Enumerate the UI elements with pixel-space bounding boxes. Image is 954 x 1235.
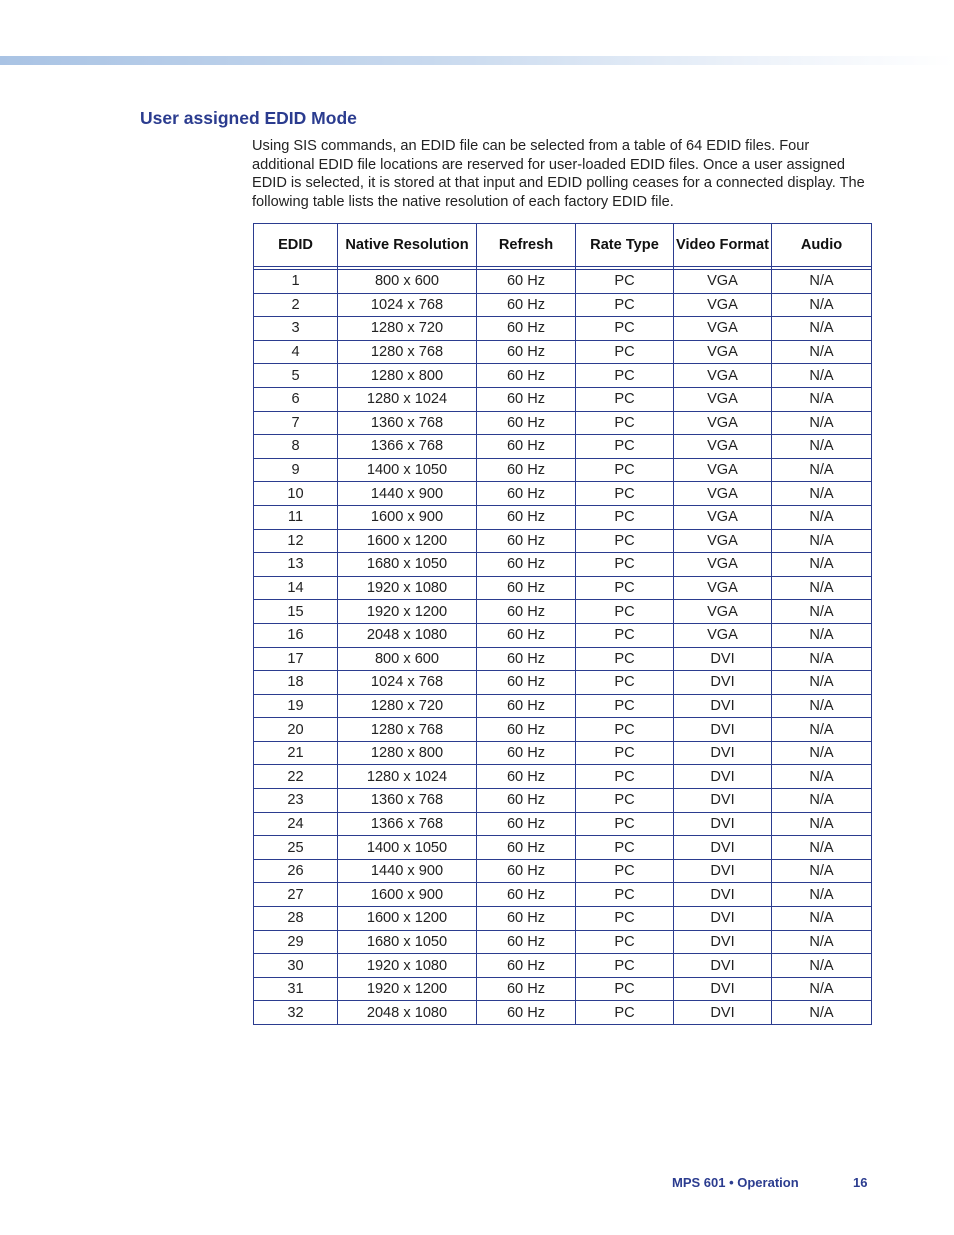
cell-native-resolution: 1280 x 800 <box>338 364 477 388</box>
cell-rate-type: PC <box>576 340 674 364</box>
cell-rate-type: PC <box>576 529 674 553</box>
cell-rate-type: PC <box>576 576 674 600</box>
cell-native-resolution: 1920 x 1080 <box>338 954 477 978</box>
cell-refresh: 60 Hz <box>477 623 576 647</box>
cell-edid: 19 <box>254 694 338 718</box>
cell-edid: 4 <box>254 340 338 364</box>
cell-native-resolution: 1280 x 1024 <box>338 387 477 411</box>
cell-audio: N/A <box>772 765 872 789</box>
cell-rate-type: PC <box>576 553 674 577</box>
cell-rate-type: PC <box>576 718 674 742</box>
table-row <box>254 482 872 506</box>
cell-native-resolution: 1280 x 1024 <box>338 765 477 789</box>
cell-video-format: VGA <box>674 505 772 529</box>
table-row <box>254 317 872 341</box>
cell-audio: N/A <box>772 553 872 577</box>
table-row <box>254 458 872 482</box>
cell-native-resolution: 1366 x 768 <box>338 435 477 459</box>
cell-audio: N/A <box>772 883 872 907</box>
cell-video-format: DVI <box>674 954 772 978</box>
cell-refresh: 60 Hz <box>477 387 576 411</box>
cell-audio: N/A <box>772 930 872 954</box>
cell-edid: 12 <box>254 529 338 553</box>
cell-edid: 9 <box>254 458 338 482</box>
cell-native-resolution: 2048 x 1080 <box>338 623 477 647</box>
cell-video-format: VGA <box>674 529 772 553</box>
cell-native-resolution: 1600 x 1200 <box>338 907 477 931</box>
cell-video-format: VGA <box>674 317 772 341</box>
cell-video-format: VGA <box>674 600 772 624</box>
cell-video-format: VGA <box>674 435 772 459</box>
cell-audio: N/A <box>772 836 872 860</box>
cell-rate-type: PC <box>576 741 674 765</box>
cell-audio: N/A <box>772 458 872 482</box>
cell-audio: N/A <box>772 623 872 647</box>
cell-rate-type: PC <box>576 883 674 907</box>
cell-rate-type: PC <box>576 270 674 294</box>
table-row <box>254 364 872 388</box>
cell-native-resolution: 1024 x 768 <box>338 293 477 317</box>
cell-refresh: 60 Hz <box>477 600 576 624</box>
table-row <box>254 529 872 553</box>
cell-video-format: DVI <box>674 765 772 789</box>
cell-edid: 25 <box>254 836 338 860</box>
cell-edid: 23 <box>254 789 338 813</box>
cell-refresh: 60 Hz <box>477 364 576 388</box>
cell-video-format: DVI <box>674 741 772 765</box>
table-row <box>254 340 872 364</box>
cell-video-format: DVI <box>674 718 772 742</box>
cell-audio: N/A <box>772 694 872 718</box>
cell-audio: N/A <box>772 364 872 388</box>
cell-audio: N/A <box>772 482 872 506</box>
cell-audio: N/A <box>772 529 872 553</box>
cell-audio: N/A <box>772 600 872 624</box>
cell-rate-type: PC <box>576 647 674 671</box>
cell-edid: 1 <box>254 270 338 294</box>
cell-rate-type: PC <box>576 954 674 978</box>
cell-audio: N/A <box>772 718 872 742</box>
table-row <box>254 647 872 671</box>
cell-refresh: 60 Hz <box>477 765 576 789</box>
cell-rate-type: PC <box>576 435 674 459</box>
cell-rate-type: PC <box>576 458 674 482</box>
cell-video-format: VGA <box>674 576 772 600</box>
cell-refresh: 60 Hz <box>477 883 576 907</box>
table-row <box>254 600 872 624</box>
cell-edid: 2 <box>254 293 338 317</box>
cell-video-format: VGA <box>674 364 772 388</box>
cell-refresh: 60 Hz <box>477 694 576 718</box>
cell-refresh: 60 Hz <box>477 553 576 577</box>
table-row <box>254 907 872 931</box>
table-row <box>254 694 872 718</box>
cell-video-format: DVI <box>674 883 772 907</box>
cell-edid: 27 <box>254 883 338 907</box>
cell-rate-type: PC <box>576 482 674 506</box>
cell-rate-type: PC <box>576 836 674 860</box>
table-row <box>254 623 872 647</box>
cell-video-format: DVI <box>674 836 772 860</box>
cell-audio: N/A <box>772 954 872 978</box>
table-row <box>254 718 872 742</box>
cell-native-resolution: 1920 x 1200 <box>338 977 477 1001</box>
cell-refresh: 60 Hz <box>477 954 576 978</box>
cell-native-resolution: 1440 x 900 <box>338 859 477 883</box>
cell-audio: N/A <box>772 647 872 671</box>
table-row <box>254 836 872 860</box>
cell-native-resolution: 1360 x 768 <box>338 789 477 813</box>
cell-rate-type: PC <box>576 411 674 435</box>
cell-refresh: 60 Hz <box>477 1001 576 1025</box>
cell-video-format: DVI <box>674 907 772 931</box>
cell-native-resolution: 1280 x 720 <box>338 317 477 341</box>
cell-video-format: VGA <box>674 387 772 411</box>
cell-refresh: 60 Hz <box>477 435 576 459</box>
cell-edid: 29 <box>254 930 338 954</box>
cell-edid: 26 <box>254 859 338 883</box>
table-row <box>254 954 872 978</box>
table-row <box>254 765 872 789</box>
cell-video-format: VGA <box>674 340 772 364</box>
cell-audio: N/A <box>772 293 872 317</box>
cell-audio: N/A <box>772 435 872 459</box>
cell-video-format: DVI <box>674 812 772 836</box>
cell-native-resolution: 2048 x 1080 <box>338 1001 477 1025</box>
cell-native-resolution: 1920 x 1200 <box>338 600 477 624</box>
cell-edid: 28 <box>254 907 338 931</box>
cell-refresh: 60 Hz <box>477 458 576 482</box>
cell-rate-type: PC <box>576 812 674 836</box>
cell-edid: 7 <box>254 411 338 435</box>
cell-video-format: VGA <box>674 293 772 317</box>
cell-edid: 10 <box>254 482 338 506</box>
cell-refresh: 60 Hz <box>477 930 576 954</box>
cell-native-resolution: 1400 x 1050 <box>338 836 477 860</box>
cell-edid: 32 <box>254 1001 338 1025</box>
cell-audio: N/A <box>772 671 872 695</box>
cell-native-resolution: 1600 x 900 <box>338 883 477 907</box>
cell-audio: N/A <box>772 907 872 931</box>
header-refresh: Refresh <box>477 224 576 267</box>
table-row <box>254 812 872 836</box>
cell-native-resolution: 1680 x 1050 <box>338 553 477 577</box>
cell-refresh: 60 Hz <box>477 482 576 506</box>
cell-audio: N/A <box>772 812 872 836</box>
cell-edid: 3 <box>254 317 338 341</box>
cell-audio: N/A <box>772 411 872 435</box>
cell-rate-type: PC <box>576 505 674 529</box>
cell-video-format: DVI <box>674 930 772 954</box>
cell-video-format: VGA <box>674 553 772 577</box>
table-row <box>254 411 872 435</box>
cell-native-resolution: 1360 x 768 <box>338 411 477 435</box>
cell-video-format: DVI <box>674 671 772 695</box>
table-row <box>254 883 872 907</box>
cell-video-format: DVI <box>674 977 772 1001</box>
cell-edid: 21 <box>254 741 338 765</box>
cell-rate-type: PC <box>576 600 674 624</box>
cell-native-resolution: 800 x 600 <box>338 647 477 671</box>
cell-refresh: 60 Hz <box>477 317 576 341</box>
table-row <box>254 930 872 954</box>
table-row <box>254 1001 872 1025</box>
cell-rate-type: PC <box>576 694 674 718</box>
edid-table <box>253 223 872 1025</box>
cell-refresh: 60 Hz <box>477 505 576 529</box>
cell-rate-type: PC <box>576 364 674 388</box>
cell-edid: 16 <box>254 623 338 647</box>
section-title: User assigned EDID Mode <box>140 108 357 128</box>
cell-video-format: DVI <box>674 789 772 813</box>
cell-refresh: 60 Hz <box>477 836 576 860</box>
cell-native-resolution: 1680 x 1050 <box>338 930 477 954</box>
cell-audio: N/A <box>772 1001 872 1025</box>
footer-doc-title: MPS 601 • Operation <box>672 1175 799 1190</box>
cell-refresh: 60 Hz <box>477 647 576 671</box>
cell-video-format: VGA <box>674 411 772 435</box>
cell-edid: 5 <box>254 364 338 388</box>
header-native-resolution: Native Resolution <box>338 224 477 267</box>
cell-edid: 8 <box>254 435 338 459</box>
cell-refresh: 60 Hz <box>477 340 576 364</box>
table-row <box>254 387 872 411</box>
cell-rate-type: PC <box>576 859 674 883</box>
cell-native-resolution: 1600 x 1200 <box>338 529 477 553</box>
cell-audio: N/A <box>772 741 872 765</box>
cell-edid: 17 <box>254 647 338 671</box>
cell-rate-type: PC <box>576 765 674 789</box>
cell-audio: N/A <box>772 270 872 294</box>
cell-rate-type: PC <box>576 789 674 813</box>
table-header-row <box>254 224 872 267</box>
cell-rate-type: PC <box>576 930 674 954</box>
cell-edid: 31 <box>254 977 338 1001</box>
cell-video-format: DVI <box>674 694 772 718</box>
cell-refresh: 60 Hz <box>477 293 576 317</box>
cell-edid: 13 <box>254 553 338 577</box>
table-row <box>254 671 872 695</box>
cell-video-format: VGA <box>674 623 772 647</box>
cell-native-resolution: 1600 x 900 <box>338 505 477 529</box>
cell-refresh: 60 Hz <box>477 789 576 813</box>
cell-audio: N/A <box>772 859 872 883</box>
table-row <box>254 293 872 317</box>
cell-audio: N/A <box>772 340 872 364</box>
cell-edid: 30 <box>254 954 338 978</box>
cell-native-resolution: 1024 x 768 <box>338 671 477 695</box>
cell-native-resolution: 1280 x 768 <box>338 340 477 364</box>
cell-refresh: 60 Hz <box>477 270 576 294</box>
cell-refresh: 60 Hz <box>477 576 576 600</box>
table-row <box>254 270 872 294</box>
cell-audio: N/A <box>772 576 872 600</box>
cell-edid: 22 <box>254 765 338 789</box>
cell-refresh: 60 Hz <box>477 741 576 765</box>
table-row <box>254 789 872 813</box>
cell-video-format: VGA <box>674 270 772 294</box>
cell-refresh: 60 Hz <box>477 859 576 883</box>
table-row <box>254 576 872 600</box>
cell-video-format: DVI <box>674 859 772 883</box>
cell-native-resolution: 1400 x 1050 <box>338 458 477 482</box>
cell-rate-type: PC <box>576 623 674 647</box>
table-row <box>254 859 872 883</box>
intro-paragraph: Using SIS commands, an EDID file can be selected from a table of 64 EDID files. Four additional EDID file locations are reserved for user-loaded EDID files. Once a user assigned EDID is selected, it is stored at that input and EDID polling ceases for a connected display. The following table lists the native resolution of each factory EDID file. <box>252 138 865 211</box>
cell-native-resolution: 1280 x 768 <box>338 718 477 742</box>
cell-rate-type: PC <box>576 1001 674 1025</box>
cell-rate-type: PC <box>576 977 674 1001</box>
cell-edid: 14 <box>254 576 338 600</box>
table-row <box>254 977 872 1001</box>
cell-refresh: 60 Hz <box>477 977 576 1001</box>
cell-edid: 6 <box>254 387 338 411</box>
cell-native-resolution: 1280 x 720 <box>338 694 477 718</box>
cell-native-resolution: 800 x 600 <box>338 270 477 294</box>
cell-video-format: VGA <box>674 482 772 506</box>
cell-refresh: 60 Hz <box>477 907 576 931</box>
cell-edid: 24 <box>254 812 338 836</box>
cell-audio: N/A <box>772 789 872 813</box>
cell-edid: 20 <box>254 718 338 742</box>
cell-refresh: 60 Hz <box>477 529 576 553</box>
cell-native-resolution: 1440 x 900 <box>338 482 477 506</box>
table-row <box>254 505 872 529</box>
cell-audio: N/A <box>772 505 872 529</box>
cell-rate-type: PC <box>576 387 674 411</box>
cell-audio: N/A <box>772 977 872 1001</box>
cell-refresh: 60 Hz <box>477 718 576 742</box>
cell-edid: 18 <box>254 671 338 695</box>
cell-rate-type: PC <box>576 671 674 695</box>
cell-native-resolution: 1920 x 1080 <box>338 576 477 600</box>
cell-audio: N/A <box>772 387 872 411</box>
header-video-format: Video Format <box>674 224 772 267</box>
cell-refresh: 60 Hz <box>477 671 576 695</box>
cell-rate-type: PC <box>576 907 674 931</box>
cell-edid: 15 <box>254 600 338 624</box>
cell-native-resolution: 1280 x 800 <box>338 741 477 765</box>
header-edid: EDID <box>254 224 338 267</box>
cell-audio: N/A <box>772 317 872 341</box>
header-rate-type: Rate Type <box>576 224 674 267</box>
header-audio: Audio <box>772 224 872 267</box>
cell-edid: 11 <box>254 505 338 529</box>
cell-refresh: 60 Hz <box>477 411 576 435</box>
cell-rate-type: PC <box>576 293 674 317</box>
table-body <box>254 267 872 1025</box>
footer-page-number: 16 <box>853 1175 868 1190</box>
cell-refresh: 60 Hz <box>477 812 576 836</box>
table-row <box>254 435 872 459</box>
cell-native-resolution: 1366 x 768 <box>338 812 477 836</box>
cell-video-format: DVI <box>674 1001 772 1025</box>
table-row <box>254 741 872 765</box>
header-gradient-bar <box>0 56 954 65</box>
table-row <box>254 553 872 577</box>
cell-rate-type: PC <box>576 317 674 341</box>
cell-video-format: VGA <box>674 458 772 482</box>
cell-video-format: DVI <box>674 647 772 671</box>
